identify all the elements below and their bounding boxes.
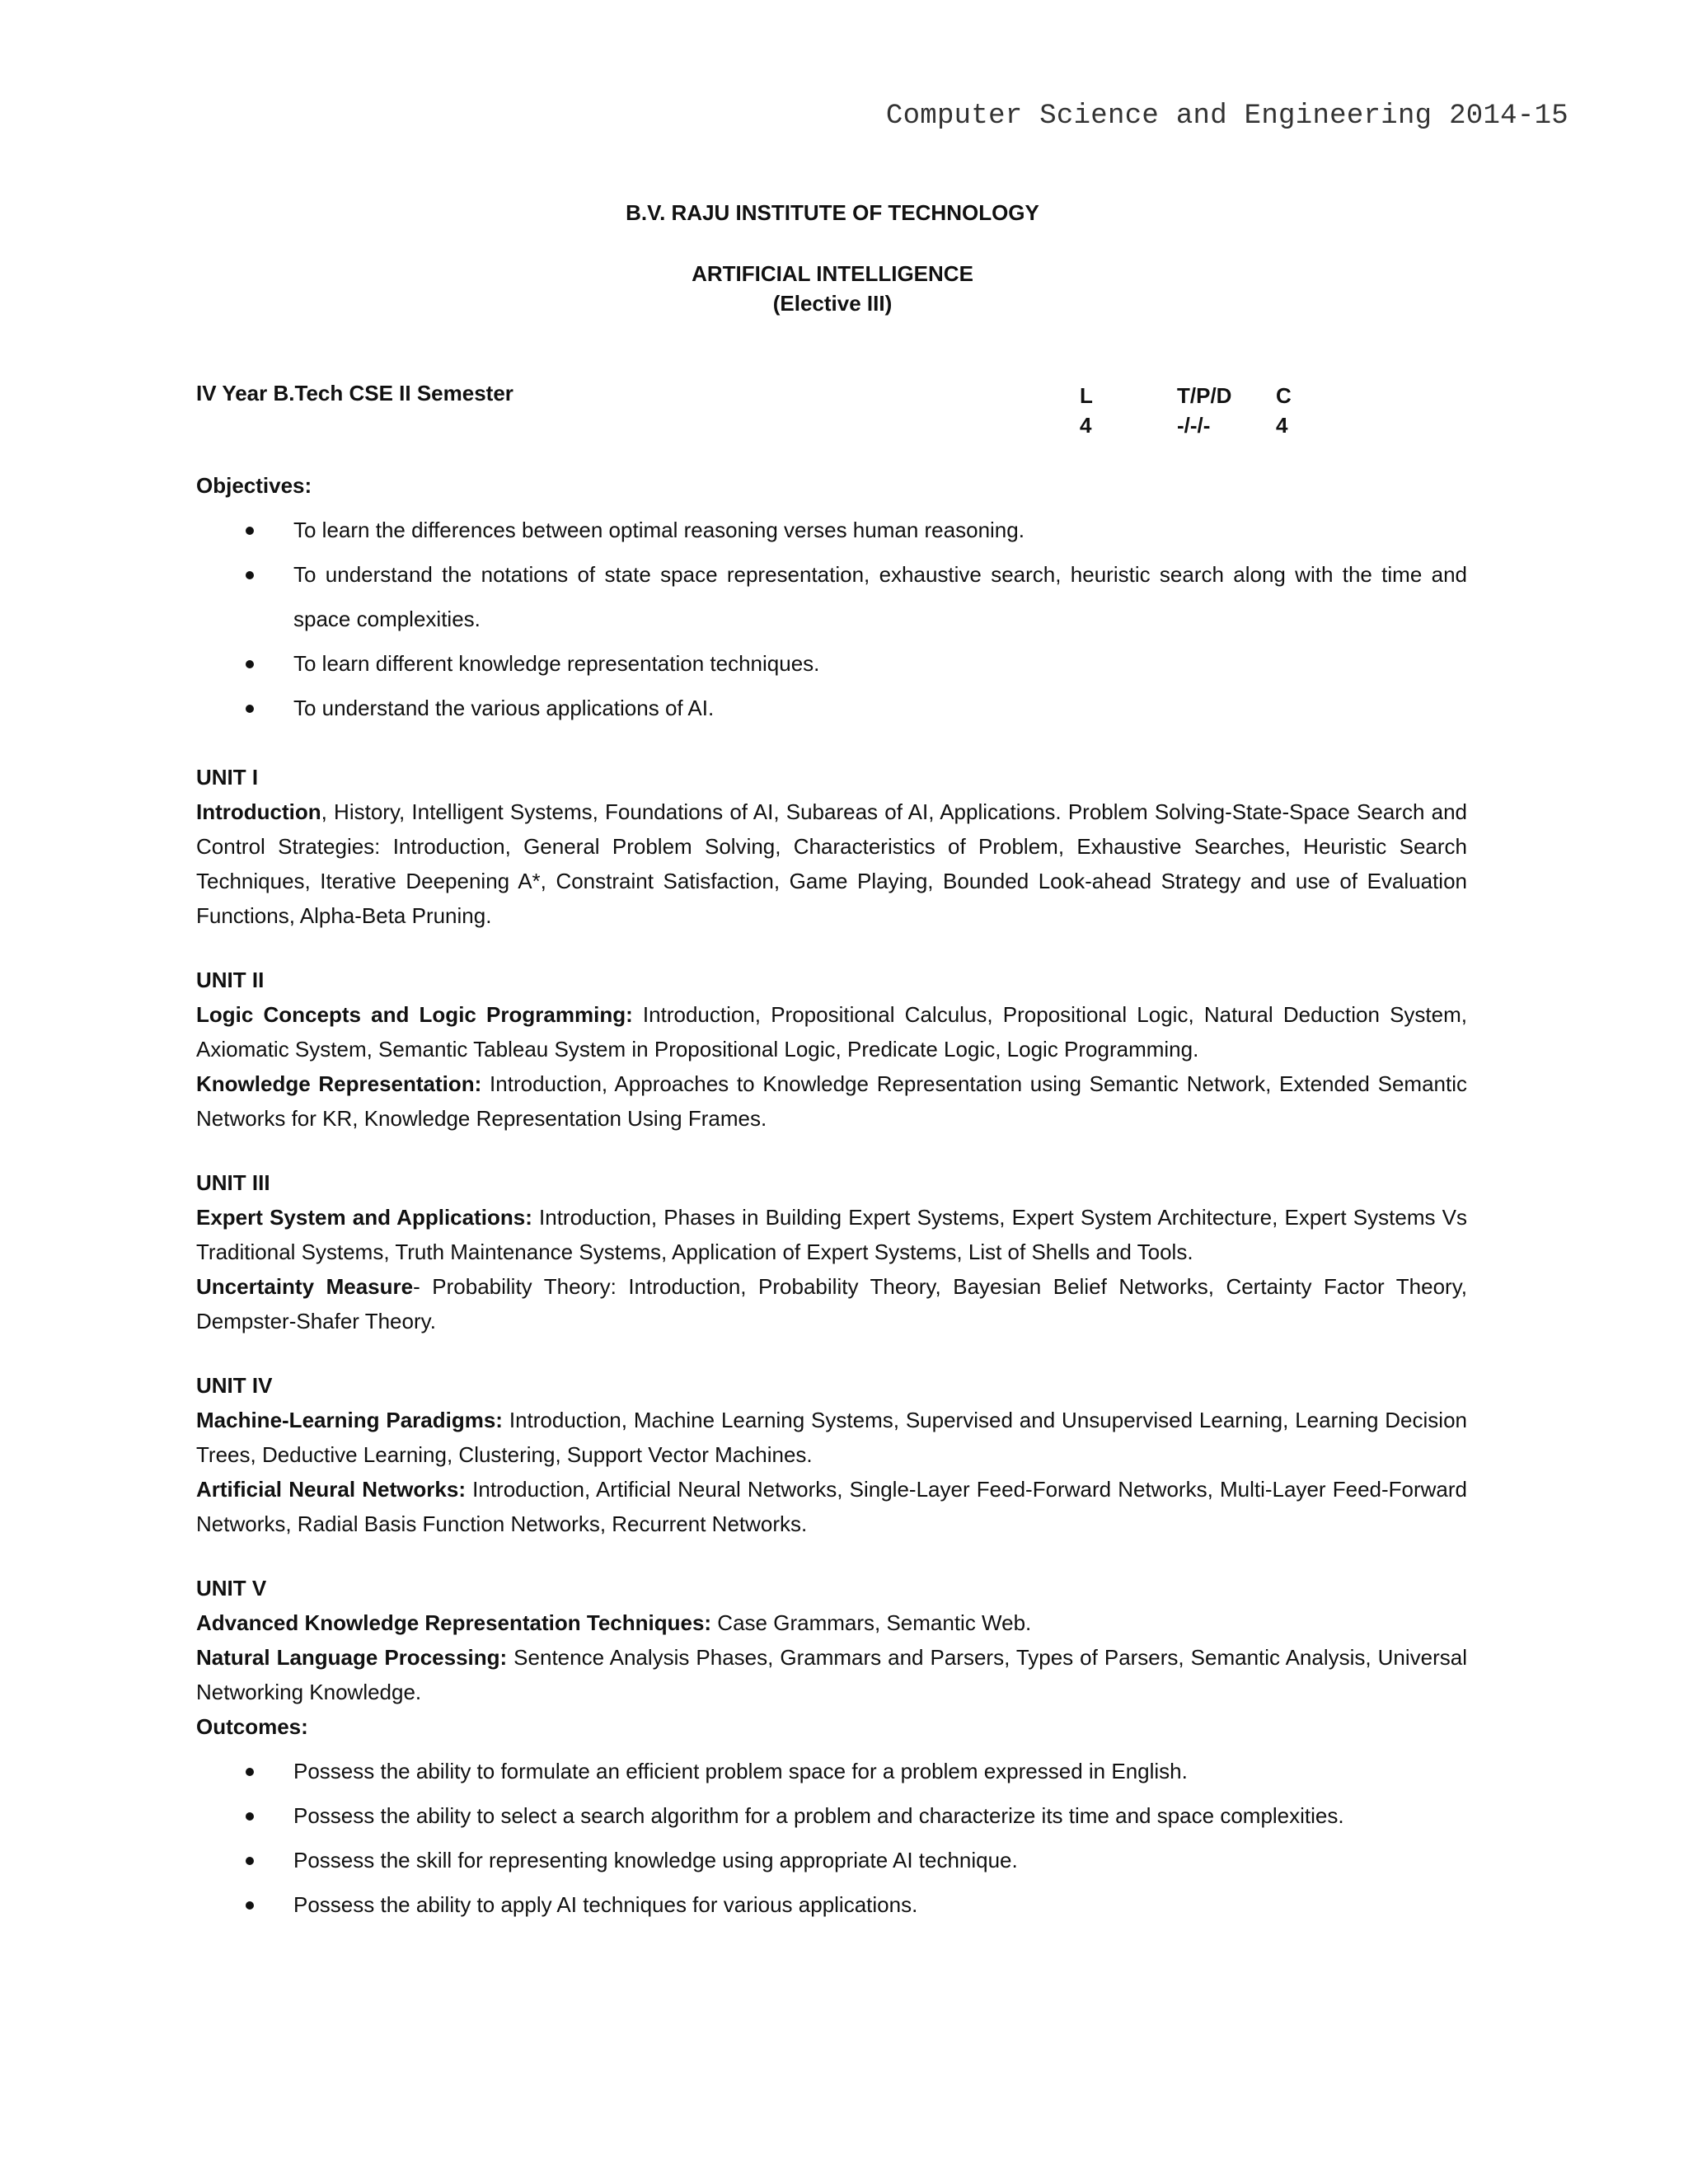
bullet-icon — [246, 660, 254, 668]
bullet-icon — [246, 1901, 254, 1910]
bullet-icon — [246, 1812, 254, 1821]
unit-1 — [196, 760, 1467, 933]
list-item: To understand the notations of state space representation, exhaustive search, heuristic search along with the time and space complexities. — [196, 552, 1467, 641]
ltpc-column-tpd — [1177, 381, 1231, 440]
unit-label: UNIT I — [196, 765, 259, 790]
objectives-list — [196, 508, 1467, 730]
unit-label: UNIT IV — [196, 1373, 273, 1398]
outcomes-heading: Outcomes: — [196, 1714, 308, 1739]
ltpc-header-tpd: T/P/D — [1177, 383, 1232, 408]
unit-paragraph: Artificial Neural Networks: Introduction, Artificial Neural Networks, Single-Layer Feed-Forward Networks, Multi-Layer Feed-Forward Networks, Radial Basis Function Networks, Recurrent Networks. — [196, 1477, 1467, 1536]
ltpc-header-l: L — [1080, 383, 1093, 408]
unit-label: UNIT II — [196, 968, 265, 992]
elective-label: (Elective III) — [772, 291, 893, 316]
objectives-section — [196, 468, 1467, 1927]
ltpc-value-l: 4 — [1080, 413, 1092, 438]
bullet-icon — [246, 1768, 254, 1776]
objectives-heading: Objectives: — [196, 473, 312, 498]
unit-paragraph: Machine-Learning Paradigms: Introduction, Machine Learning Systems, Supervised and Unsupervised Learning, Learning Decision Trees, Deductive Learning, Clustering, Support Vector Machines. — [196, 1408, 1467, 1467]
unit-paragraph: Expert System and Applications: Introduction, Phases in Building Expert Systems, Expert System Architecture, Expert Systems Vs Traditional Systems, Truth Maintenance Systems, Application of Expert Systems, List of Shells and Tools. — [196, 1205, 1467, 1264]
bullet-icon — [246, 705, 254, 713]
outcomes-section — [196, 1709, 1467, 1927]
list-item: Possess the ability to apply AI techniques for various applications. — [196, 1882, 1467, 1927]
list-item: To learn different knowledge representation techniques. — [196, 641, 1467, 686]
running-header: Computer Science and Engineering 2014-15 — [885, 101, 1568, 132]
list-item: Possess the skill for representing knowledge using appropriate AI technique. — [196, 1838, 1467, 1882]
list-item: To learn the differences between optimal reasoning verses human reasoning. — [196, 508, 1467, 552]
unit-label: UNIT V — [196, 1576, 267, 1601]
outcomes-list — [196, 1749, 1467, 1927]
unit-2 — [196, 963, 1467, 1136]
unit-label: UNIT III — [196, 1170, 270, 1195]
ltpc-header-c: C — [1276, 383, 1292, 408]
bullet-icon — [246, 1857, 254, 1865]
institute-title: B.V. RAJU INSTITUTE OF TECHNOLOGY — [626, 200, 1039, 225]
list-item: To understand the various applications of AI. — [196, 686, 1467, 730]
unit-paragraph: Advanced Knowledge Representation Techniques: Case Grammars, Semantic Web. — [196, 1610, 1032, 1635]
unit-paragraph: Natural Language Processing: Sentence Analysis Phases, Grammars and Parsers, Types of Parsers, Semantic Analysis, Universal Networking Knowledge. — [196, 1645, 1467, 1704]
unit-3 — [196, 1165, 1467, 1338]
unit-paragraph: Logic Concepts and Logic Programming: Introduction, Propositional Calculus, Propositional Logic, Natural Deduction System, Axiomatic System, Semantic Tableau System in Propositional Logic, Predicate Logic, Logic Programming. — [196, 1002, 1467, 1062]
bullet-icon — [246, 527, 254, 535]
course-title: ARTIFICIAL INTELLIGENCE — [692, 261, 973, 286]
unit-paragraph: Knowledge Representation: Introduction, Approaches to Knowledge Representation using Semantic Network, Extended Semantic Networks for KR, Knowledge Representation Using Frames. — [196, 1071, 1467, 1131]
ltpc-column-l — [1080, 381, 1093, 440]
unit-paragraph: Uncertainty Measure- Probability Theory: Introduction, Probability Theory, Bayesian Belief Networks, Certainty Factor Theory, Dempster-Shafer Theory. — [196, 1274, 1467, 1333]
ltpc-value-c: 4 — [1276, 413, 1288, 438]
list-item: Possess the ability to select a search algorithm for a problem and characterize its time and space complexities. — [196, 1793, 1467, 1838]
unit-5 — [196, 1571, 1467, 1709]
bullet-icon — [246, 571, 254, 579]
list-item: Possess the ability to formulate an efficient problem space for a problem expressed in English. — [196, 1749, 1467, 1793]
ltpc-value-tpd: -/-/- — [1177, 413, 1211, 438]
ltpc-column-c — [1276, 381, 1292, 440]
unit-4 — [196, 1368, 1467, 1541]
unit-paragraph: Introduction, History, Intelligent Systems, Foundations of AI, Subareas of AI, Applications. Problem Solving-State-Space Search and Control Strategies: Introduction, General Problem Solving, Characteristics of Problem, Exhaustive Searches, Heuristic Search Techniques, Iterative Deepening A*, Constraint Satisfaction, Game Playing, Bounded Look-ahead Strategy and use of Evaluation Functions, Alpha-Beta Pruning. — [196, 799, 1467, 928]
semester-label: IV Year B.Tech CSE II Semester — [196, 381, 513, 405]
